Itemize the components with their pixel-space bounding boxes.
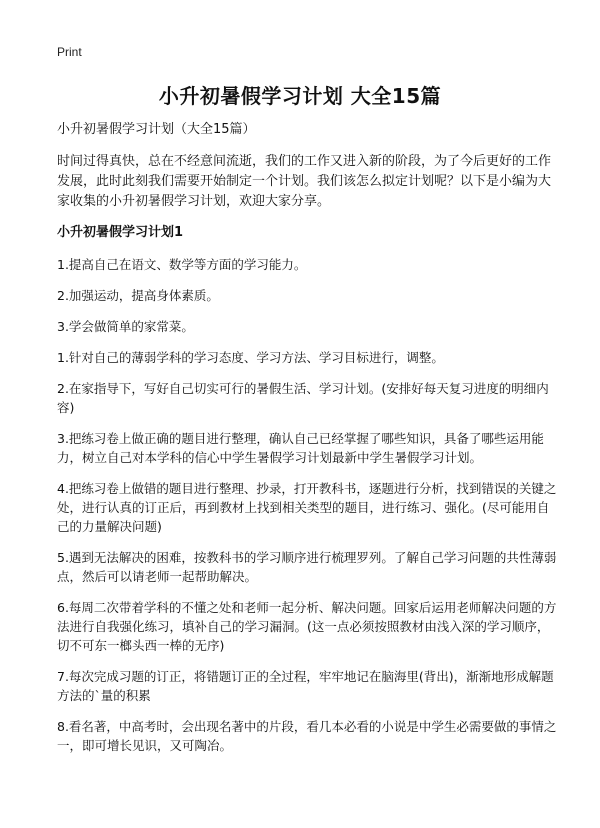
section-heading: 小升初暑假学习计划1 <box>57 225 184 240</box>
page-title: 小升初暑假学习计划 大全15篇 <box>158 84 442 108</box>
intro-paragraph: 时间过得真快，总在不经意间流逝，我们的工作又进入新的阶段，为了今后更好的工作发展，此时此刻我们需要开始制定一个计划。我们该怎么拟定计划呢？以下是小编为大家收集的小升初暑假学习计划，欢迎大家分享。 <box>57 154 552 209</box>
list-item: 2.加强运动，提高身体素质。 <box>57 288 219 303</box>
list-item: 1.针对自己的薄弱学科的学习态度、学习方法、学习目标进行，调整。 <box>57 350 444 365</box>
list-item: 3.学会做简单的家常菜。 <box>57 319 194 334</box>
list-item: 4.把练习卷上做错的题目进行整理、抄录，打开教科书，逐题进行分析，找到错误的关键之处，进行认真的订正后，再到教材上找到相关类型的题目，进行练习、强化。(尽可能用自己的力量解决问题) <box>57 481 557 534</box>
list-item: 1.提高自己在语文、数学等方面的学习能力。 <box>57 257 307 272</box>
list-item: 2.在家指导下，写好自己切实可行的暑假生活、学习计划。(安排好每天复习进度的明细内容) <box>57 381 549 415</box>
list-item: 7.每次完成习题的订正，将错题订正的全过程，牢牢地记在脑海里(背出)，渐渐地形成解题方法的`量的积累 <box>57 669 554 703</box>
list-item: 3.把练习卷上做正确的题目进行整理，确认自己已经掌握了哪些知识，具备了哪些运用能力，树立自己对本学科的信心中学生暑假学习计划最新中学生暑假学习计划。 <box>57 431 544 465</box>
list-item: 8.看名著，中高考时，会出现名著中的片段，看几本必看的小说是中学生必需要做的事情之一，即可增长见识，又可陶冶。 <box>57 719 557 753</box>
document-subtitle: 小升初暑假学习计划（大全15篇） <box>57 122 256 137</box>
document-body <box>57 120 557 767</box>
list-item: 5.遇到无法解决的困难，按教科书的学习顺序进行梳理罗列。了解自己学习问题的共性薄弱点，然后可以请老师一起帮助解决。 <box>57 550 557 584</box>
list-item: 6.每周二次带着学科的不懂之处和老师一起分析、解决问题。回家后运用老师解决问题的方法进行自我强化练习，填补自己的学习漏洞。(这一点必须按照教材由浅入深的学习顺序，切不可东一榔头西一棒的无序) <box>57 600 557 653</box>
print-label: Print <box>57 45 82 59</box>
